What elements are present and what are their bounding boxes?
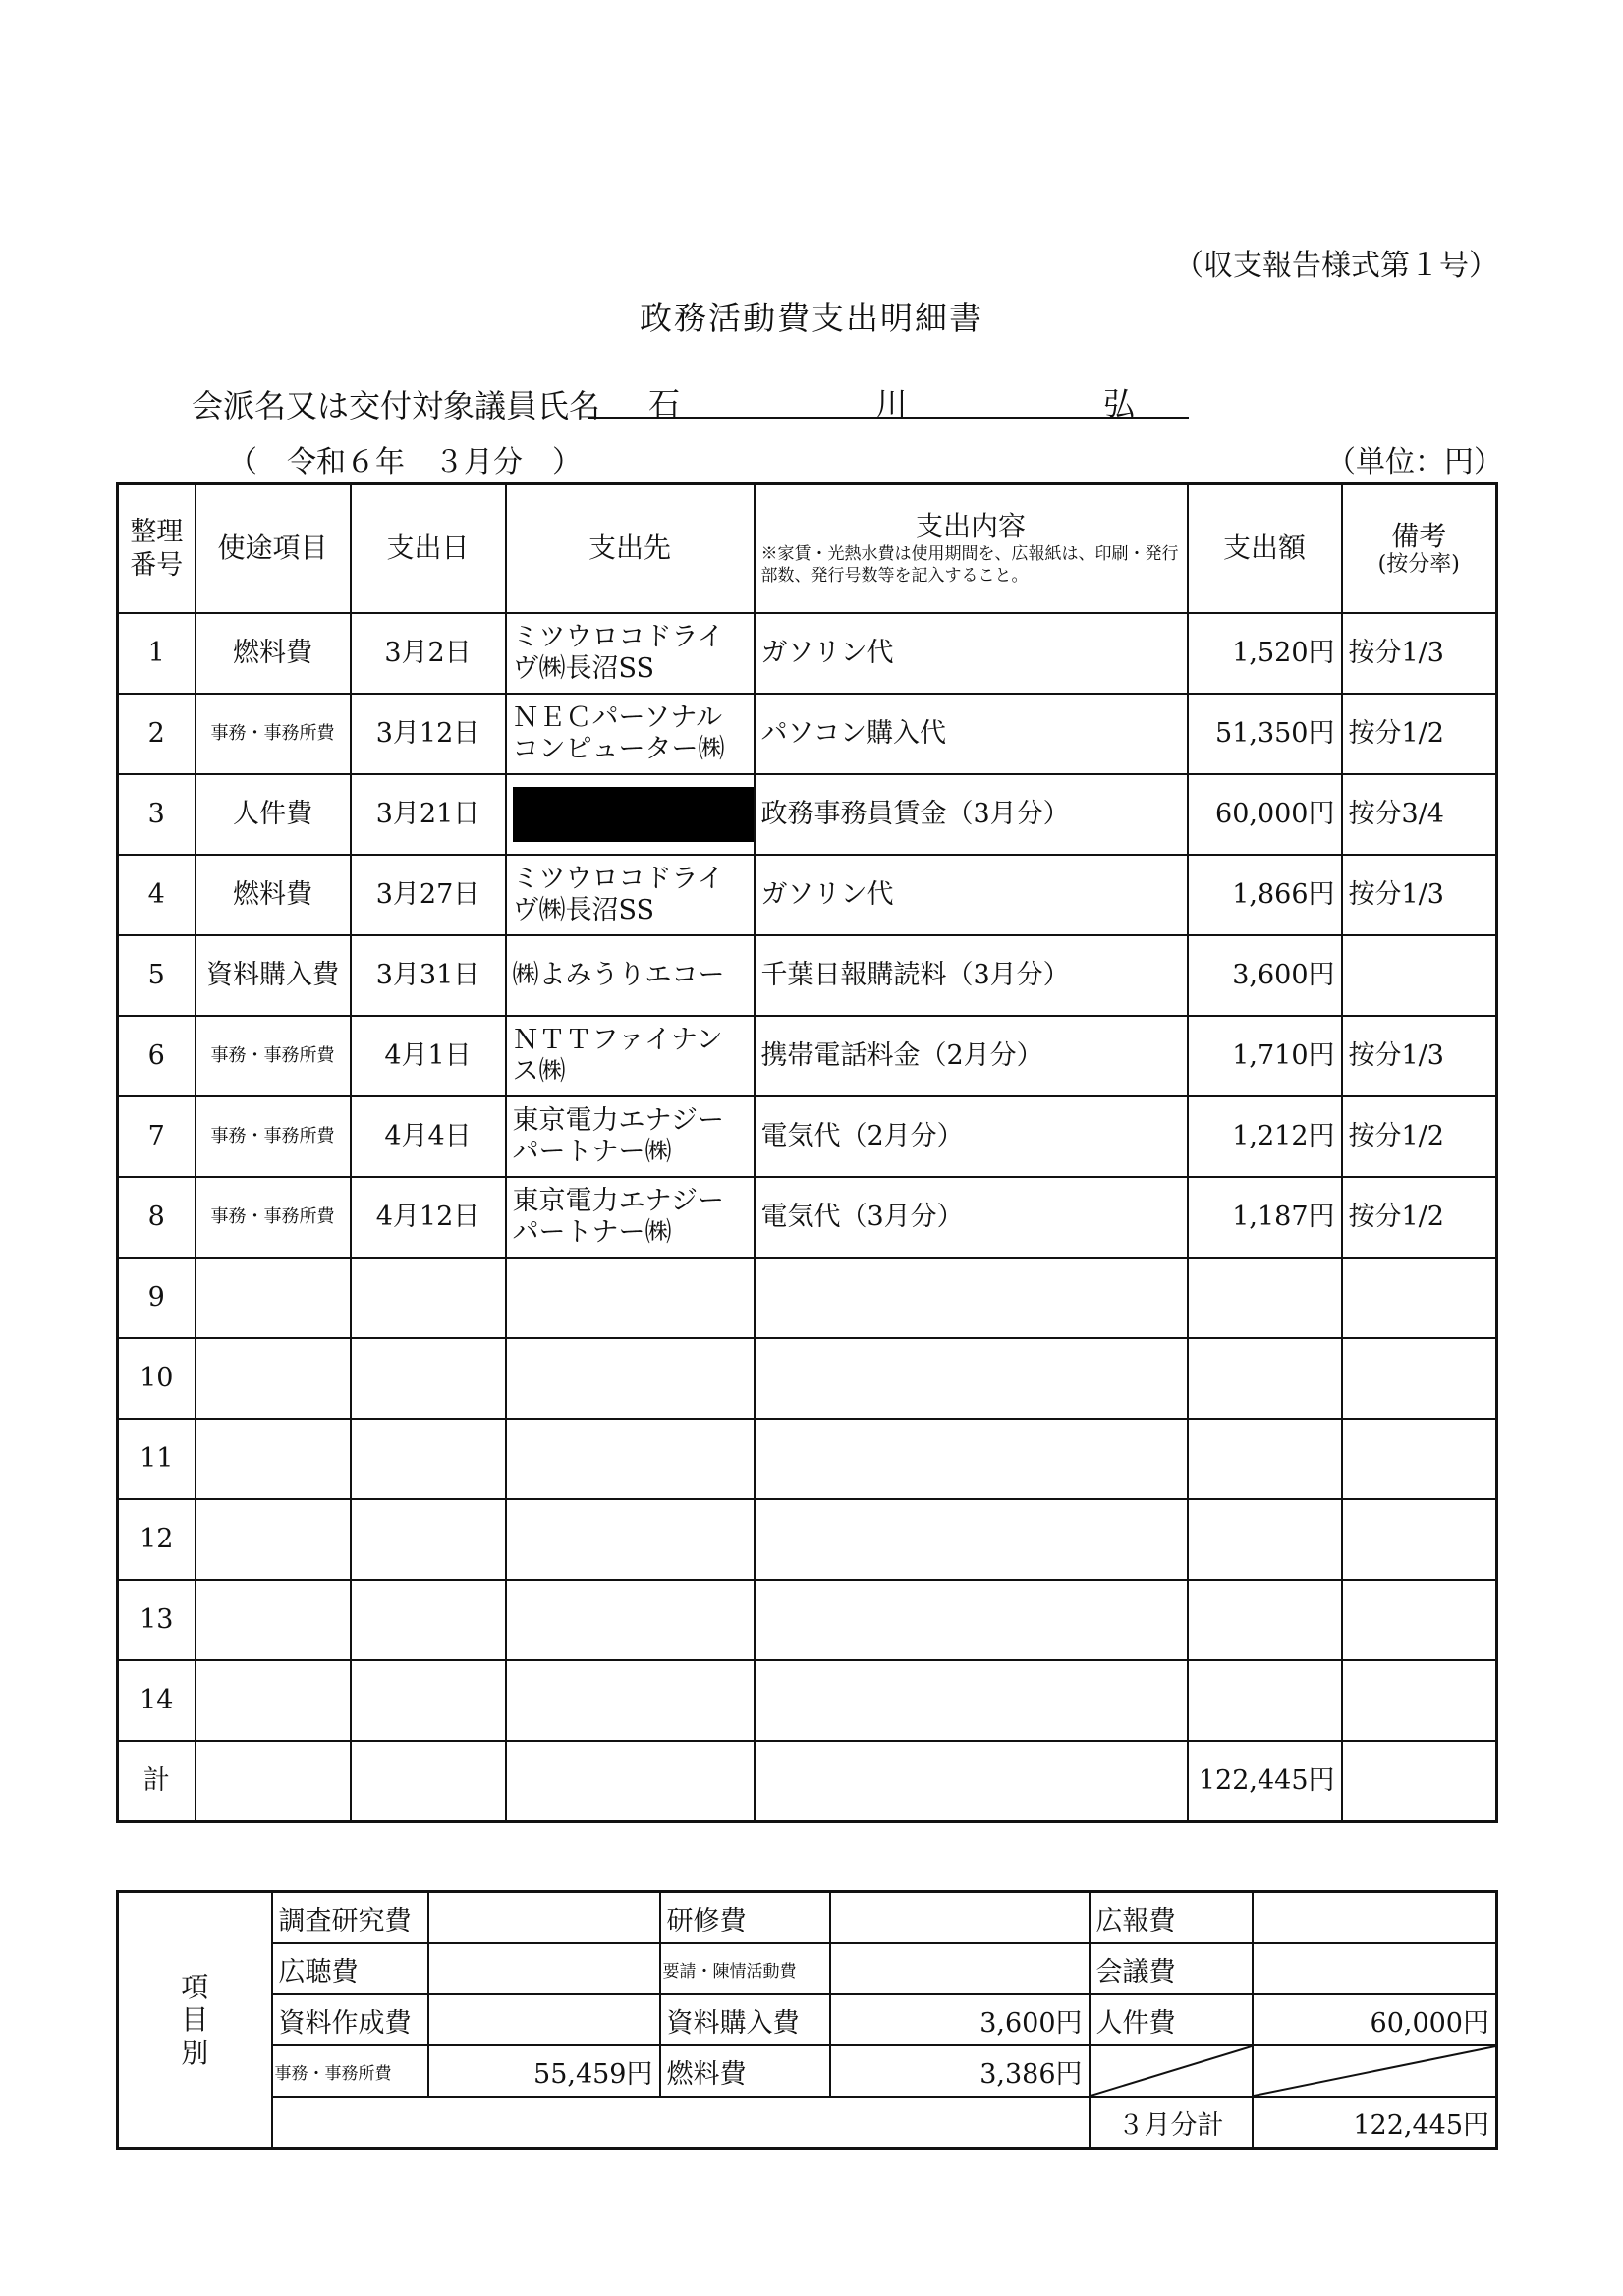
member-name-part: 川 [875,385,908,422]
summary-item-label: 研修費 [660,1892,830,1944]
row-amount: 51,350円 [1188,694,1342,774]
total-row [118,1741,1497,1822]
row-date [351,1419,506,1499]
row-payee [506,1419,755,1499]
header-amount: 支出額 [1188,484,1342,614]
member-name-part: 弘 [1102,385,1135,422]
slash-cell [1253,2045,1497,2097]
row-payee: ミツウロコドライヴ㈱長沼SS [506,613,755,694]
row-category [196,1419,351,1499]
document-title: 政務活動費支出明細書 [640,299,983,337]
row-category: 人件費 [196,774,351,855]
summary-item-value [830,1943,1090,1994]
unit-label: （単位：円） [1326,445,1503,479]
row-description [755,1258,1188,1338]
table-row [118,1419,1497,1499]
row-category [196,1338,351,1419]
summary-item-value [428,1892,660,1944]
row-amount: 1,520円 [1188,613,1342,694]
summary-side-char: 項 [181,1970,209,2003]
summary-item-label: 資料作成費 [272,1994,428,2045]
summary-side-label [118,1892,272,2149]
table-cell [1342,1741,1497,1822]
row-amount: 60,000円 [1188,774,1342,855]
row-payee: ＮＥＣパーソナルコンピューター㈱ [506,694,755,774]
row-date: 3月27日 [351,855,506,935]
row-date: 3月21日 [351,774,506,855]
table-cell [351,1741,506,1822]
row-description: パソコン購入代 [755,694,1188,774]
row-date: 3月12日 [351,694,506,774]
row-note: 按分1/3 [1342,855,1497,935]
row-amount [1188,1580,1342,1660]
row-date [351,1499,506,1580]
row-date: 4月1日 [351,1016,506,1096]
row-amount [1188,1499,1342,1580]
row-category [196,1660,351,1741]
summary-row [118,1943,1497,1994]
table-row [118,1499,1497,1580]
summary-side-char: 別 [181,2036,209,2069]
row-number: 6 [118,1016,196,1096]
row-payee [506,1580,755,1660]
slash-line [1091,2046,1252,2096]
month-total-label: ３月分計 [1090,2097,1253,2149]
row-number: 14 [118,1660,196,1741]
row-description [755,1499,1188,1580]
row-payee: ミツウロコドライヴ㈱長沼SS [506,855,755,935]
form-number: （収支報告様式第１号） [1174,249,1498,283]
row-description: 電気代（3月分） [755,1177,1188,1258]
row-category: 事務・事務所費 [196,1096,351,1177]
header-date: 支出日 [351,484,506,614]
row-category: 事務・事務所費 [196,1016,351,1096]
row-date: 3月31日 [351,935,506,1016]
row-number: 10 [118,1338,196,1419]
summary-table [116,1890,1498,2150]
summary-row [118,1892,1497,1944]
table-row [118,774,1497,855]
summary-row [118,1994,1497,2045]
summary-item-label: 調査研究費 [272,1892,428,1944]
row-note: 按分1/3 [1342,613,1497,694]
summary-item-value [1253,1943,1497,1994]
row-amount: 1,187円 [1188,1177,1342,1258]
row-number: 4 [118,855,196,935]
table-row [118,1177,1497,1258]
summary-item-label: 要請・陳情活動費 [660,1943,830,1994]
row-payee [506,1499,755,1580]
summary-item-value [830,1892,1090,1944]
summary-side-char: 目 [181,2003,209,2037]
row-payee [506,1258,755,1338]
table-header-row [118,484,1497,614]
row-description: 政務事務員賃金（3月分） [755,774,1188,855]
header-payee: 支出先 [506,484,755,614]
row-category [196,1258,351,1338]
summary-item-value: 3,600円 [830,1994,1090,2045]
header-category: 使途項目 [196,484,351,614]
row-payee: ㈱よみうりエコー [506,935,755,1016]
row-number: 5 [118,935,196,1016]
row-note [1342,1419,1497,1499]
row-description [755,1580,1188,1660]
member-name-part: 石 [648,385,681,422]
row-payee [506,1338,755,1419]
table-cell [755,1741,1188,1822]
summary-item-label: 資料購入費 [660,1994,830,2045]
row-category [196,1580,351,1660]
row-date [351,1258,506,1338]
row-category: 事務・事務所費 [196,694,351,774]
table-row [118,935,1497,1016]
table-row [118,613,1497,694]
row-note [1342,935,1497,1016]
row-amount [1188,1660,1342,1741]
period: （ 令和６年 ３月分 ） [228,445,582,479]
table-row [118,1096,1497,1177]
summary-item-value: 55,459円 [428,2045,660,2097]
row-description [755,1338,1188,1419]
row-number: 11 [118,1419,196,1499]
row-payee: ＮＴＴファイナンス㈱ [506,1016,755,1096]
row-amount: 1,212円 [1188,1096,1342,1177]
header-note-sub: (按分率) [1377,551,1460,577]
header-description-note: ※家賃・光熱水費は使用期間を、広報紙は、印刷・発行部数、発行号数等を記入すること。 [760,544,1179,586]
row-date [351,1660,506,1741]
row-category: 事務・事務所費 [196,1177,351,1258]
row-note: 按分1/2 [1342,694,1497,774]
row-note [1342,1258,1497,1338]
row-number: 8 [118,1177,196,1258]
row-date: 3月2日 [351,613,506,694]
row-note [1342,1580,1497,1660]
header-note [1342,484,1497,614]
row-number: 9 [118,1258,196,1338]
month-total-value: 122,445円 [1253,2097,1497,2149]
row-number: 7 [118,1096,196,1177]
row-description: 携帯電話料金（2月分） [755,1016,1188,1096]
row-payee [506,1660,755,1741]
row-payee: 東京電力エナジーパートナー㈱ [506,1096,755,1177]
row-payee: 東京電力エナジーパートナー㈱ [506,1177,755,1258]
group-label: 会派名又は交付対象議員氏名 [192,387,601,424]
header-description-main: 支出内容 [915,510,1026,543]
row-number: 13 [118,1580,196,1660]
row-amount [1188,1419,1342,1499]
summary-item-value: 3,386円 [830,2045,1090,2097]
summary-item-label: 会議費 [1090,1943,1253,1994]
table-row [118,1258,1497,1338]
slash-cell [1090,2045,1253,2097]
summary-item-label: 人件費 [1090,1994,1253,2045]
row-description [755,1419,1188,1499]
row-category: 燃料費 [196,613,351,694]
header-description [755,484,1188,614]
summary-item-value: 60,000円 [1253,1994,1497,2045]
row-note: 按分1/2 [1342,1096,1497,1177]
summary-blank [272,2097,1090,2149]
table-row [118,1338,1497,1419]
row-number: 3 [118,774,196,855]
slash-line [1254,2046,1496,2096]
row-payee [506,774,755,855]
row-date [351,1338,506,1419]
header-note-main: 備考 [1391,519,1447,552]
table-row [118,1016,1497,1096]
table-cell [196,1741,351,1822]
summary-item-value [428,1943,660,1994]
total-amount: 122,445円 [1188,1741,1342,1822]
row-amount: 3,600円 [1188,935,1342,1016]
row-description [755,1660,1188,1741]
row-description: 千葉日報購読料（3月分） [755,935,1188,1016]
row-description: ガソリン代 [755,855,1188,935]
summary-item-label: 広報費 [1090,1892,1253,1944]
summary-item-label: 広聴費 [272,1943,428,1994]
row-amount [1188,1258,1342,1338]
summary-item-label: 事務・事務所費 [272,2045,428,2097]
row-category [196,1499,351,1580]
row-note: 按分3/4 [1342,774,1497,855]
summary-row [118,2045,1497,2097]
row-description: 電気代（2月分） [755,1096,1188,1177]
row-note [1342,1338,1497,1419]
table-row [118,1580,1497,1660]
row-amount: 1,710円 [1188,1016,1342,1096]
row-number: 1 [118,613,196,694]
row-note: 按分1/3 [1342,1016,1497,1096]
total-label: 計 [118,1741,196,1822]
row-amount: 1,866円 [1188,855,1342,935]
row-note: 按分1/2 [1342,1177,1497,1258]
expense-table [116,482,1498,1823]
row-number: 2 [118,694,196,774]
row-date: 4月4日 [351,1096,506,1177]
table-row [118,855,1497,935]
table-row [118,694,1497,774]
row-note [1342,1660,1497,1741]
row-number: 12 [118,1499,196,1580]
row-date [351,1580,506,1660]
row-description: ガソリン代 [755,613,1188,694]
summary-item-value [428,1994,660,2045]
row-note [1342,1499,1497,1580]
summary-total-row [118,2097,1497,2149]
row-category: 燃料費 [196,855,351,935]
summary-item-label: 燃料費 [660,2045,830,2097]
member-name [588,379,1189,422]
row-amount [1188,1338,1342,1419]
table-cell [506,1741,755,1822]
row-date: 4月12日 [351,1177,506,1258]
redaction-block [513,787,754,842]
row-category: 資料購入費 [196,935,351,1016]
summary-item-value [1253,1892,1497,1944]
header-no: 整理番号 [118,484,196,614]
table-row [118,1660,1497,1741]
